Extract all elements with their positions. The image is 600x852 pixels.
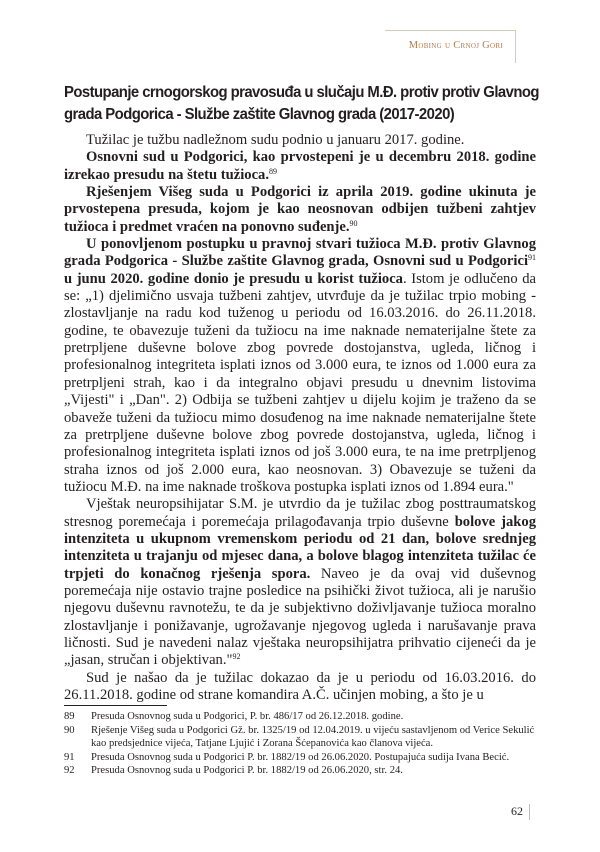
running-head-text: Mobing u Crnoj Gori <box>408 40 503 51</box>
text-run: . Istom je odlučeno da se: „1) djelimično usvaja tužbeni zahtjev, utvrđuje da je tužilac trpio mobing - zlostavljanje na radu kod tuženog u periodu od 16.03.2016. do 26.11.2018. godine, te obavezuje tuženi da tužiocu na ime naknade nematerijalne štete za pretrpljene duševne bolove zbog povrede dostojanstva, ugleda, ličnog i profesionalnog integriteta isplati iznos od 3.000 eura, te iznos od 1.000 eura za pretrpljeni strah, kao i da integralno objavi presudu u dnevnim listovima „Vijesti" i „Dan". 2) Odbija se tužbeni zahtjev u dijelu kojim je traženo da se obaveže tuženi da tužiocu mimo dosuđenog na ime naknade nematerijalne štete za pretrpljene duševne bolove zbog povrede dostojanstva, ugleda, ličnog i profesionalnog integriteta isplati iznos od još 3.000 eura, te na ime pretrpljenog straha iznos od još 2.000 eura, kao neosnovan. 3) Obavezuje se tuženi da tužiocu M.Đ. na ime naknade troškova postupka isplati iznos od 1.894 eura." <box>64 270 536 495</box>
footnote <box>64 764 536 778</box>
text-run: Sud je našao da je tužilac dokazao da je u periodu od 16.03.2016. do 26.11.2018. godine od strane komandira A.Č. učinjen mobing, a što je u <box>64 669 536 703</box>
footnote <box>64 710 536 724</box>
footnote-ref: 91 <box>528 253 536 263</box>
section-title: Postupanje crnogorskog pravosuđa u slučaju M.Đ. protiv protiv Glavnog grada Podgorica - Službe zaštite Glavnog grada (2017-2020) <box>64 84 539 123</box>
bold-text: u junu 2020. godine donio je presudu u korist tužioca <box>64 270 403 287</box>
paragraph <box>64 236 536 496</box>
footnote-ref: 89 <box>269 166 277 176</box>
bold-text: Rješenjem Višeg suda u Podgorici iz aprila 2019. godine ukinuta je prvostepena presuda, kojom je kao neosnovan odbijen tužbeni zahtjev tužioca i predmet vraćen na ponovno suđenje. <box>64 184 536 235</box>
paragraph <box>64 496 536 669</box>
text-run: Naveo je da ovaj vid duševnog poremećaja nije ostavio trajne posledice na psihički život tužioca, ali je narušio njegovu duševnu ravnotežu, te da je subjektivno doživljavanje tužioca moralno zlostavljanje i ponižavanje, ugrožavanje njegovog ugleda i narušavanje prava ličnosti. Sud je navedeni nalaz vještaka neuropsihijatra prihvatio cijeneći da je „jasan, stručan i objektivan." <box>64 565 536 669</box>
footnote-number: 89 <box>64 711 75 722</box>
footnote-text: Presuda Osnovnog suda u Podgorici P. br. 1882/19 od 26.06.2020. Postupajuća sudija Ivana Becić. <box>91 751 510 763</box>
footnote-text: Presuda Osnovnog suda u Podgorici, P. br. 486/17 od 26.12.2018. godine. <box>91 711 404 722</box>
page-number: 62 <box>511 804 530 820</box>
bold-text: U ponovljenom postupku u pravnoj stvari tužioca M.Đ. protiv Glavnog grada Podgorica - Službe zaštite Glavnog grada, Osnovni sud u Podgorici <box>64 236 536 270</box>
footnote-ref: 92 <box>232 652 241 662</box>
footnote-number: 90 <box>64 724 75 736</box>
footnote <box>64 751 536 765</box>
running-head <box>385 30 516 63</box>
footnote-divider <box>64 705 167 706</box>
bold-text: Osnovni sud u Podgorici, kao prvostepeni je u decembru 2018. godine izrekao presudu na štetu tužioca. <box>64 149 536 183</box>
footnote-text: Rješenje Višeg suda u Podgorici Gž. br. 1325/19 od 12.04.2019. u vijeću sastavljenom od Verice Sekulić kao predsjednice vijeća, Tatjane Ljujić i Zorana Šćepanovića kao članova vijeća. <box>91 724 535 750</box>
body-text <box>64 132 536 704</box>
footnote-text: Presuda Osnovnog suda u Podgorici P. br. 1882/19 od 26.06.2020, str. 24. <box>91 765 403 777</box>
bold-text: bolove jakog intenziteta u ukupnom vremenskom periodu od 21 dan, bolove srednjeg intenziteta u trajanju od mjesec dana, a bolove blagog intenziteta tužilac će trpjeti do konačnog rješenja spora. <box>64 513 537 582</box>
paragraph <box>64 132 536 149</box>
footnote <box>64 724 536 751</box>
footnote-number: 92 <box>64 765 75 777</box>
footnote-ref: 90 <box>349 218 358 228</box>
text-run: Vještak neuropsihijatar S.M. je utvrdio da je tužilac zbog posttraumatskog stresnog poremećaja i poremećaja prilagođavanja trpio duševne <box>64 496 536 530</box>
footnote-number: 91 <box>64 751 75 763</box>
paragraph <box>64 149 536 184</box>
paragraph <box>64 670 536 705</box>
paragraph <box>64 184 536 236</box>
text-run: Tužilac je tužbu nadležnom sudu podnio u januaru 2017. godine. <box>86 132 465 148</box>
footnotes <box>64 710 536 778</box>
